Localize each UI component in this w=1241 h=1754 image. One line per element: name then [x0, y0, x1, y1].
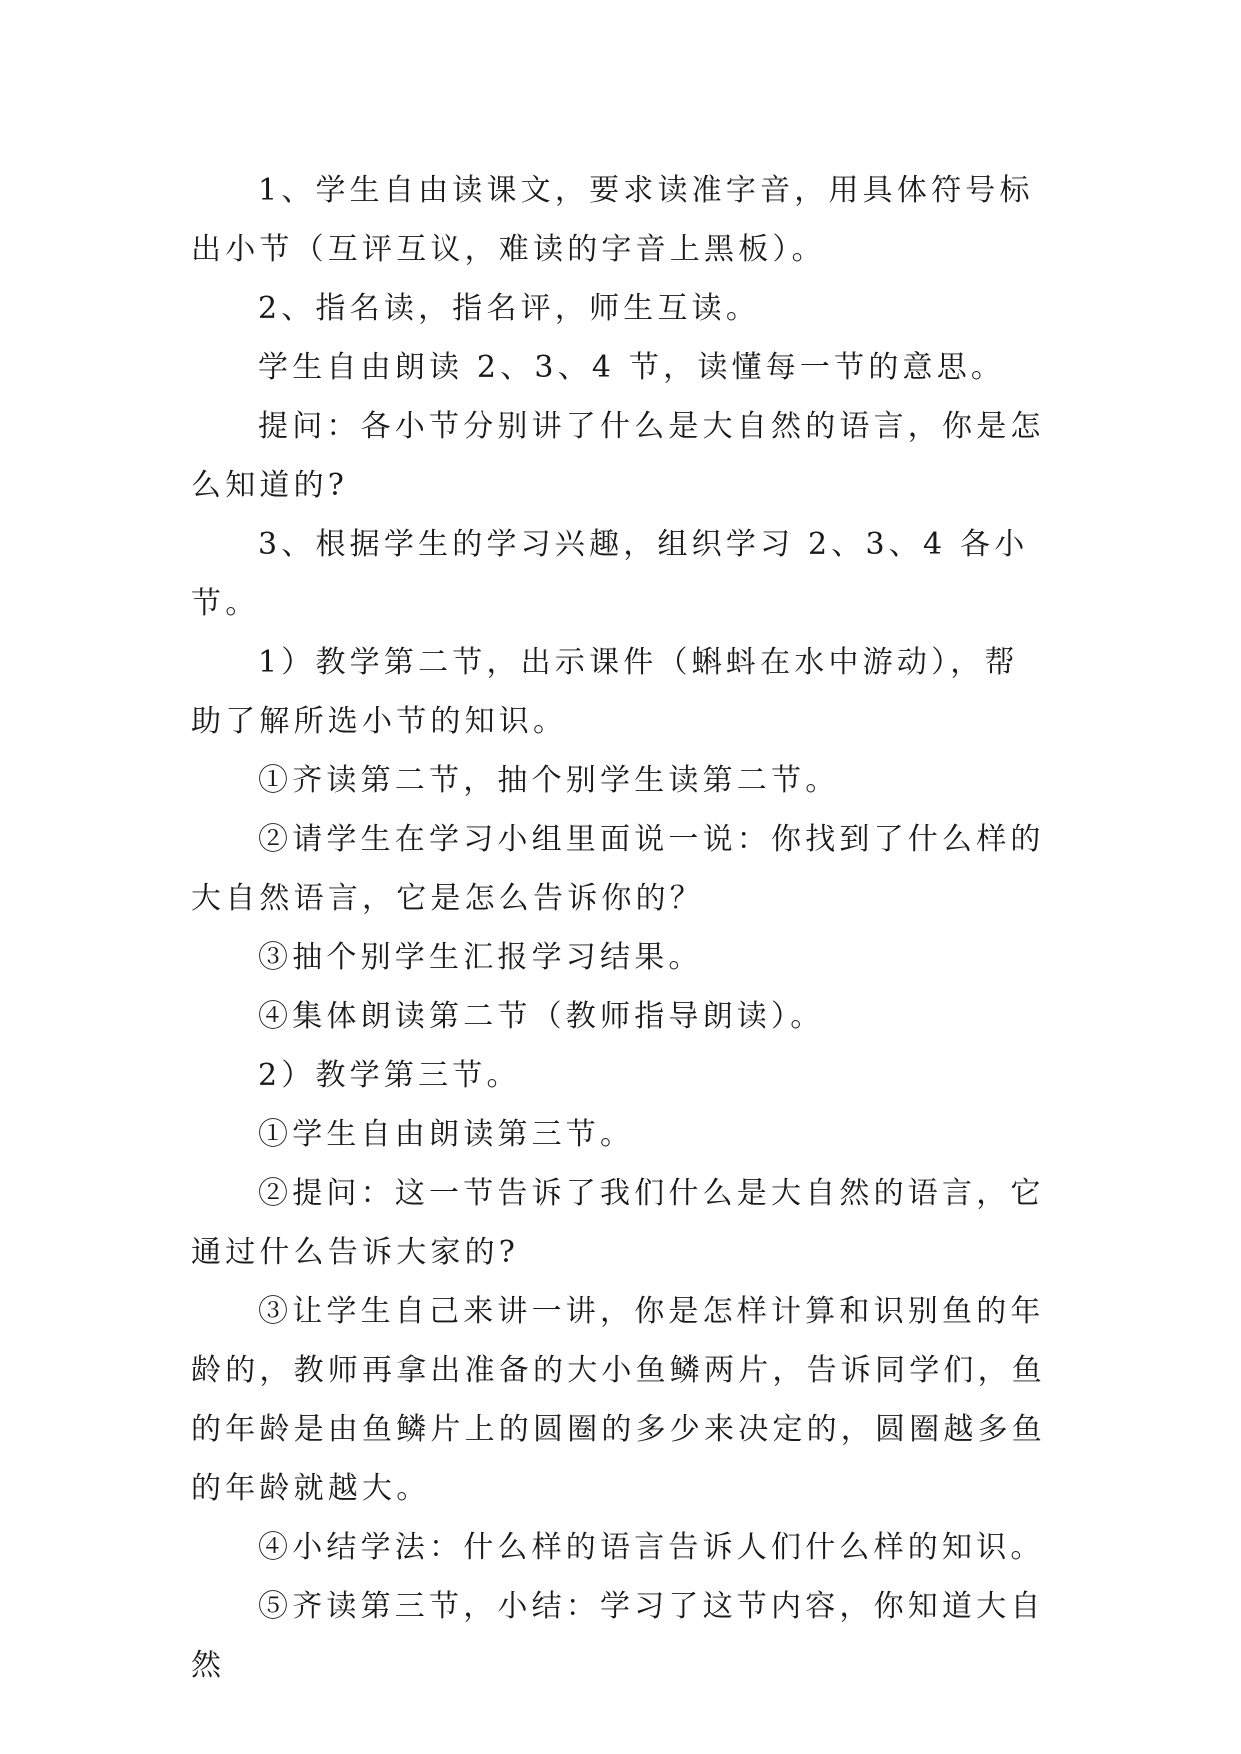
- paragraph-section-three-item-1: ①学生自由朗读第三节。: [258, 1117, 635, 1152]
- paragraph-step-2: 2、指名读，指名评，师生互读。: [258, 291, 761, 326]
- paragraph-step-1: 1、学生自由读课文，要求读准字音，用具体符号标出小节（互评互议，难读的字音上黑板）。: [191, 173, 1034, 267]
- paragraph-free-reading: 学生自由朗读 2、3、4 节，读懂每一节的意思。: [258, 350, 1006, 385]
- paragraph-item-4: ④集体朗读第二节（教师指导朗读）。: [258, 999, 825, 1034]
- paragraph-section-two-teaching: 1）教学第二节，出示课件（蝌蚪在水中游动），帮助了解所选小节的知识。: [191, 645, 1019, 739]
- paragraph-section-three-teaching: 2）教学第三节。: [258, 1058, 521, 1093]
- paragraph-section-three-item-2: ②提问：这一节告诉了我们什么是大自然的语言，它通过什么告诉大家的?: [191, 1176, 1045, 1270]
- paragraph-section-three-item-5: ⑤齐读第三节，小结：学习了这节内容，你知道大自然: [191, 1589, 1045, 1683]
- paragraph-question: 提问：各小节分别讲了什么是大自然的语言，你是怎么知道的?: [191, 409, 1045, 503]
- paragraph-item-1: ①齐读第二节，抽个别学生读第二节。: [258, 763, 840, 798]
- paragraph-item-3: ③抽个别学生汇报学习结果。: [258, 940, 703, 975]
- paragraph-section-three-item-3: ③让学生自己来讲一讲，你是怎样计算和识别鱼的年龄的，教师再拿出准备的大小鱼鳞两片，告诉同学们，鱼的年龄是由鱼鳞片上的圆圈的多少来决定的，圆圈越多鱼的年龄就越大。: [191, 1294, 1046, 1506]
- paragraph-section-three-item-4: ④小结学法：什么样的语言告诉人们什么样的知识。: [258, 1530, 1045, 1565]
- document-body: [191, 161, 1051, 1695]
- paragraph-item-2: ②请学生在学习小组里面说一说：你找到了什么样的大自然语言，它是怎么告诉你的？: [191, 822, 1045, 916]
- paragraph-step-3: 3、根据学生的学习兴趣，组织学习 2、3、4 各小节。: [191, 527, 1029, 621]
